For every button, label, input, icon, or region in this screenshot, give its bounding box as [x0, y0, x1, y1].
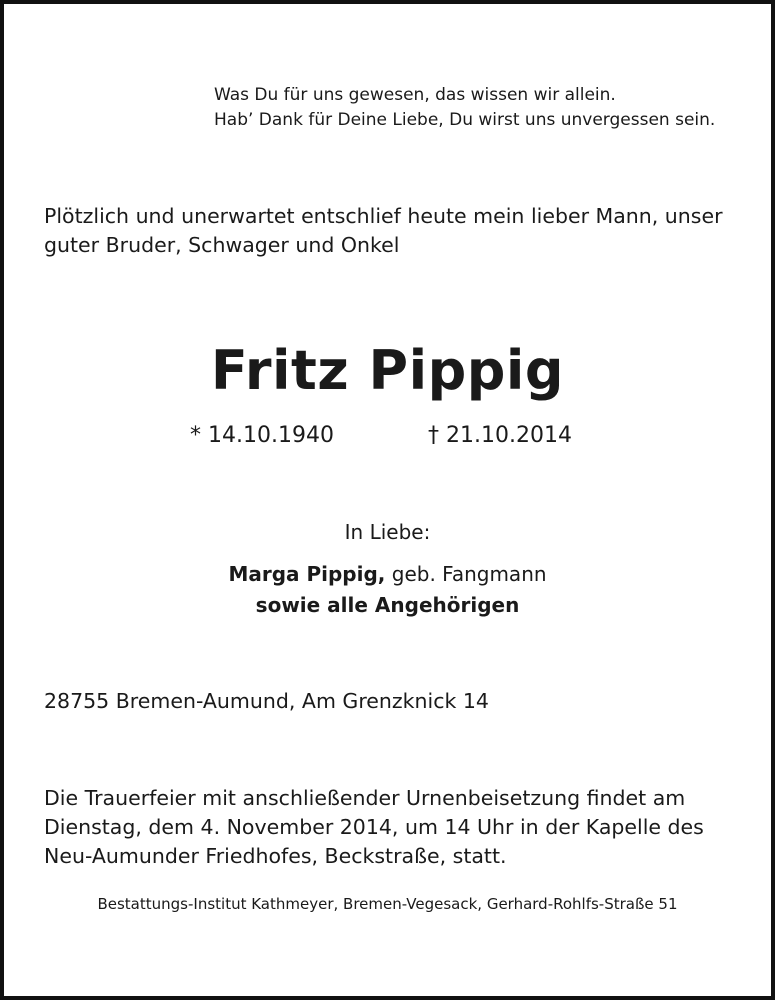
intro-text — [44, 202, 734, 260]
mourning-address: 28755 Bremen-Aumund, Am Grenzknick 14 — [44, 689, 489, 713]
in-love-line: In Liebe: — [344, 520, 431, 544]
service-line-2: Dienstag, dem 4. November 2014, um 14 Uhr in der Kapelle des — [44, 815, 704, 839]
widow-maiden-name: geb. Fangmann — [385, 562, 547, 586]
death-date: † 21.10.2014 — [428, 423, 572, 448]
motto-verse — [214, 83, 715, 133]
funeral-home-line: Bestattungs-Institut Kathmeyer, Bremen-Vegesack, Gerhard-Rohlfs-Straße 51 — [97, 895, 678, 913]
intro-line-2: guter Bruder, Schwager und Onkel — [44, 233, 400, 257]
service-line-1: Die Trauerfeier mit anschließender Urnenbeisetzung findet am — [44, 786, 686, 810]
relatives-line: sowie alle Angehörigen — [255, 593, 520, 617]
widow-name: Marga Pippig, — [228, 562, 386, 586]
motto-line-2: Hab’ Dank für Deine Liebe, Du wirst uns unvergessen sein. — [214, 110, 716, 130]
motto-line-1: Was Du für uns gewesen, das wissen wir allein. — [214, 85, 616, 105]
widow-line — [0, 559, 775, 589]
intro-line-1: Plötzlich und unerwartet entschlief heute mein lieber Mann, unser — [44, 204, 723, 228]
birth-date: * 14.10.1940 — [190, 423, 334, 448]
deceased-name: Fritz Pippig — [210, 339, 565, 402]
service-line-3: Neu-Aumunder Friedhofes, Beckstraße, statt. — [44, 844, 507, 868]
service-details — [44, 784, 734, 871]
